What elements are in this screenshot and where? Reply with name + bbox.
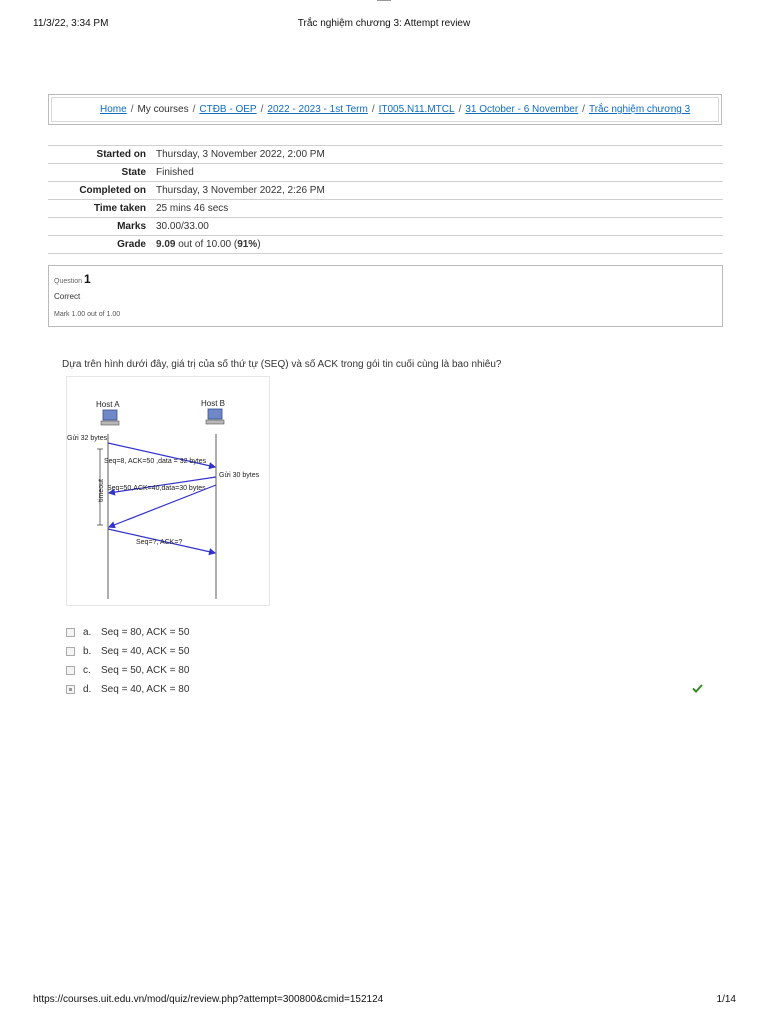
summary-row-marks (48, 218, 723, 236)
question-number (54, 272, 91, 286)
state-label: State (121, 167, 146, 178)
answer-text: Seq = 40, ACK = 80 (101, 684, 190, 695)
breadcrumb-separator: / (582, 104, 585, 115)
marks-value: 30.00/33.00 (156, 221, 209, 232)
breadcrumb-item[interactable]: CTĐB - OEP (199, 104, 257, 115)
print-title: Trắc nghiệm chương 3: Attempt review (297, 18, 471, 29)
summary-row-completed (48, 182, 723, 200)
page-url: https://courses.uit.edu.vn/mod/quiz/review.php?attempt=300800&cmid=152124 (33, 994, 384, 1005)
grade-label: Grade (117, 239, 146, 250)
question-text: Dựa trên hình dưới đây, giá trị của số thứ tự (SEQ) và số ACK trong gói tin cuối cùng là bao nhiêu? (62, 359, 502, 370)
print-datetime: 11/3/22, 3:34 PM (33, 18, 109, 29)
state-value: Finished (156, 167, 194, 178)
question-info-box (48, 265, 723, 327)
time-value: 25 mins 46 secs (156, 203, 229, 214)
answer-text: Seq = 50, ACK = 80 (101, 665, 190, 676)
answer-checkbox[interactable] (66, 628, 75, 637)
question-number-value: 1 (83, 272, 91, 286)
breadcrumb-item[interactable]: IT005.N11.MTCL (378, 104, 455, 115)
top-divider (377, 0, 391, 1)
breadcrumb-item: My courses (137, 104, 189, 115)
breadcrumb-trail (100, 104, 690, 115)
started-value: Thursday, 3 November 2022, 2:00 PM (156, 149, 325, 160)
page-number: 1/14 (716, 994, 736, 1005)
breadcrumb-item[interactable]: Home (100, 104, 127, 115)
segment-1-label: Seq=8, ACK=50 ,data = 32 bytes (104, 458, 207, 465)
attempt-summary (48, 145, 723, 254)
completed-label: Completed on (79, 185, 146, 196)
summary-row-state (48, 164, 723, 182)
answer-checkbox[interactable] (66, 685, 75, 694)
send-a-label: Gửi 32 bytes (67, 435, 108, 442)
answer-letter: c. (83, 665, 91, 676)
send-b-label: Gửi 30 bytes (219, 472, 260, 479)
grade-percent: 91% (237, 239, 258, 250)
tcp-timeline-diagram (67, 377, 269, 605)
summary-row-grade (48, 236, 723, 254)
segment-3-label: Seq=?, ACK=? (136, 539, 183, 546)
checkmark-icon (692, 684, 703, 693)
question-mark: Mark 1.00 out of 1.00 (54, 311, 121, 318)
breadcrumb-item[interactable]: 2022 - 2023 - 1st Term (267, 104, 368, 115)
segment-2-label: Seq=50,ACK=40,data=30 bytes (107, 485, 206, 492)
answer-letter: a. (83, 627, 92, 638)
summary-row-started (48, 146, 723, 164)
answer-letter: d. (83, 684, 92, 695)
host-b-computer-icon (206, 409, 224, 424)
host-b-label: Host B (201, 399, 226, 408)
timeout-label: timeout (98, 479, 105, 502)
answer-checkbox[interactable] (66, 666, 75, 675)
host-a-label: Host A (96, 400, 120, 409)
breadcrumb-separator: / (260, 104, 264, 115)
answer-text: Seq = 80, ACK = 50 (101, 627, 190, 638)
breadcrumb-item[interactable]: 31 October - 6 November (465, 104, 579, 115)
breadcrumb-separator: / (458, 104, 462, 115)
grade-close: ) (257, 239, 261, 250)
breadcrumb-separator: / (192, 104, 196, 115)
question-label: Question (54, 278, 83, 285)
answer-letter: b. (83, 646, 92, 657)
answer-checkbox[interactable] (66, 647, 75, 656)
started-label: Started on (96, 149, 146, 160)
host-a-computer-icon (101, 410, 119, 425)
grade-value (156, 236, 723, 254)
marks-label: Marks (117, 221, 146, 232)
completed-value: Thursday, 3 November 2022, 2:26 PM (156, 185, 325, 196)
question-state: Correct (54, 292, 81, 301)
time-label: Time taken (93, 203, 146, 214)
grade-score: 9.09 (156, 239, 176, 250)
summary-row-time (48, 200, 723, 218)
breadcrumb-separator: / (130, 104, 134, 115)
breadcrumb (48, 94, 722, 125)
breadcrumb-separator: / (371, 104, 375, 115)
answer-text: Seq = 40, ACK = 50 (101, 646, 190, 657)
grade-outof: out of 10.00 ( (175, 239, 238, 250)
question-figure (66, 376, 270, 606)
breadcrumb-item[interactable]: Trắc nghiệm chương 3 (588, 104, 691, 115)
